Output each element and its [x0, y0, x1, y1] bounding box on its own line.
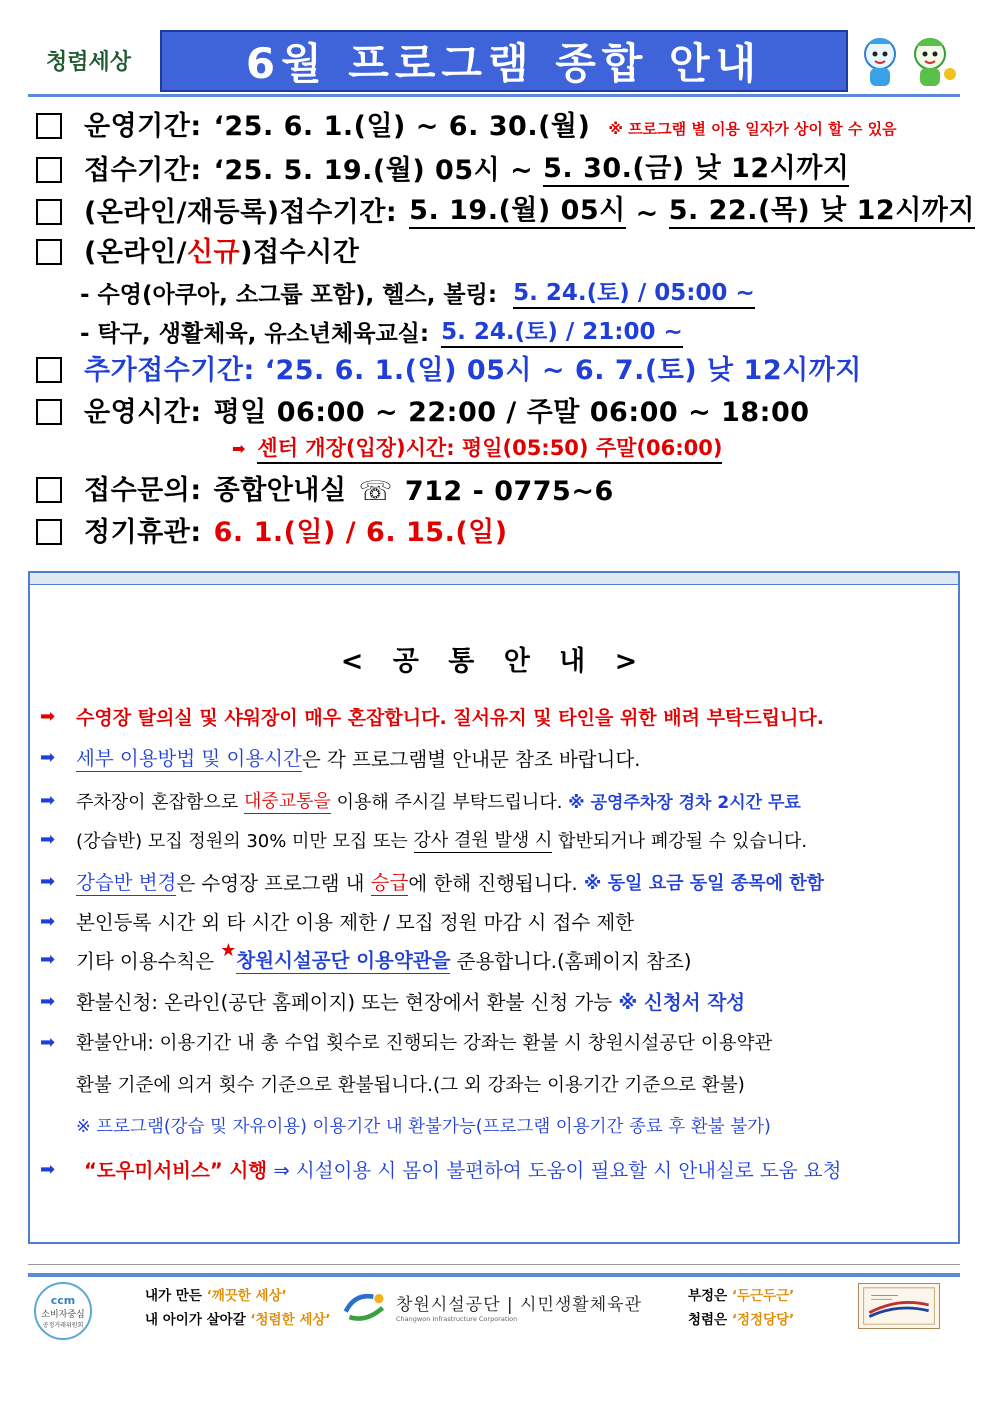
- notice-item-highlight: “도우미서비스” 시행: [84, 1159, 268, 1182]
- closed-days-row: [36, 510, 508, 549]
- notice-item-text: 본인등록 시간 외 타 시간 이용 제한 / 모집 정원 마감 시 접수 제한: [76, 911, 635, 934]
- arrow-right-icon: ➡: [40, 790, 56, 811]
- notice-item-underlined: 강사 결원 발생 시: [414, 826, 553, 853]
- operating-hours-label: 운영시간:: [84, 397, 202, 428]
- notice-box-top-bar: [30, 573, 958, 585]
- online-new-table-tennis-line: [80, 313, 683, 348]
- notice-item: [40, 743, 640, 772]
- online-reregistration-row: [36, 188, 975, 229]
- operation-period-value: ‘25. 6. 1.(일) ~ 6. 30.(월): [213, 111, 591, 142]
- registration-period-deadline: 5. 30.(금) 낮 12시까지: [543, 146, 849, 187]
- title-banner: [160, 30, 848, 92]
- online-new-swim-line: [80, 274, 755, 309]
- center-opening-note: [232, 432, 722, 464]
- notice-item-remark: ※ 신청서 작성: [618, 991, 746, 1014]
- inquiry-row: [36, 468, 614, 507]
- notice-item: [40, 987, 745, 1015]
- online-new-label-suffix: )접수시간: [240, 237, 360, 268]
- registration-period-row: [36, 146, 849, 187]
- additional-period-row: [36, 348, 862, 387]
- online-reregistration-sep: ~: [625, 198, 669, 229]
- arrow-right-icon: ➡: [40, 706, 56, 727]
- integrity-logo: [46, 40, 146, 80]
- arrow-right-icon: ➡: [40, 1158, 56, 1180]
- star-icon: ★: [220, 940, 237, 961]
- slogan-text: 부정은: [688, 1288, 732, 1304]
- checkbox-icon: [36, 519, 62, 545]
- notice-item-text: 환불안내: 이용기간 내 총 수업 횟수로 진행되는 강좌는 환불 시 창원시설공단 이용약관: [76, 1033, 773, 1054]
- ccm-subtitle: 소비자중심: [41, 1309, 85, 1320]
- checkbox-icon: [36, 113, 62, 139]
- ccm-certification-badge: [34, 1282, 92, 1340]
- notice-item: [40, 826, 807, 853]
- slogan-text: 내가 만든: [145, 1288, 207, 1304]
- notice-title: < 공 통 안 내 >: [340, 646, 648, 677]
- arrow-right-icon: ➡: [40, 1031, 56, 1053]
- checkbox-icon: [36, 357, 62, 383]
- clean-world-slogan: [145, 1284, 331, 1332]
- notice-item-text: 준용합니다.(홈페이지 참조): [450, 949, 692, 973]
- checkbox-icon: [36, 399, 62, 425]
- slogan-text: 청렴은: [688, 1312, 732, 1328]
- page-title: 6월 프로그램 종합 안내: [245, 39, 763, 88]
- mascot-characters-image: [854, 34, 958, 90]
- slogan-text: 내 아이가 살아갈: [145, 1312, 251, 1328]
- notice-item: [40, 703, 824, 730]
- arrow-right-icon: ➡: [40, 949, 56, 970]
- common-notice-box: [28, 571, 960, 1244]
- notice-item-text: 주차장이 혼잡함으로: [76, 791, 244, 813]
- notice-item: [40, 907, 634, 935]
- arrow-right-icon: ➡: [232, 438, 246, 458]
- additional-period-text: 추가접수기간: ‘25. 6. 1.(일) 05시 ~ 6. 7.(토) 낮 12시까지: [84, 355, 862, 386]
- notice-item-text: ⇒ 시설이용 시 몸이 불편하여 도움이 필요할 시 안내실로 도움 요청: [267, 1159, 842, 1182]
- integrity-slogan: [688, 1284, 794, 1332]
- notice-item-text: 수영장 탈의실 및 샤워장이 매우 혼잡합니다. 질서유지 및 타인을 위한 배려 부탁드립니다.: [76, 707, 824, 729]
- notice-item-text: 은 각 프로그램별 안내문 참조 바랍니다.: [301, 747, 641, 771]
- footer-divider: [28, 1264, 960, 1265]
- operation-period-label: 운영기간:: [84, 111, 202, 142]
- notice-item-continuation: [76, 1113, 771, 1138]
- arrow-right-icon: ➡: [40, 871, 56, 892]
- notice-item: [40, 867, 824, 896]
- notice-item-remark: ※ 프로그램(강습 및 자유이용) 이용기간 내 환불가능(프로그램 이용기간 종료 후 환불 불가): [76, 1117, 771, 1137]
- notice-item: [40, 787, 801, 814]
- header: [28, 28, 960, 96]
- notice-item-highlight: 승급: [371, 867, 409, 896]
- slogan-highlight: ‘정정당당’: [731, 1312, 795, 1328]
- slogan-highlight: ‘깨끗한 세상’: [206, 1288, 287, 1304]
- online-new-label-new: 신규: [186, 237, 241, 268]
- corporation-name: 창원시설공단 | 시민생활체육관: [395, 1294, 642, 1315]
- online-reregistration-start: 5. 19.(월) 05시: [409, 188, 626, 229]
- center-opening-text: 센터 개장(입장)시간: 평일(05:50) 주말(06:00): [257, 432, 722, 464]
- registration-period-label: 접수기간:: [84, 155, 202, 186]
- notice-item-continuation: [76, 1071, 745, 1097]
- notice-item-text: 환불 기준에 의거 횟수 기준으로 환불됩니다.(그 외 강좌는 이용기간 기준으로 환불): [76, 1075, 745, 1096]
- notice-item-text: 에 한해 진행됩니다.: [408, 871, 584, 895]
- notice-item-highlight: 창원시설공단 이용약관을: [236, 945, 450, 974]
- corporation-english-name: Changwon Infrastructure Corporation: [395, 1314, 518, 1323]
- ccm-label: ccm: [50, 1293, 76, 1307]
- checkbox-icon: [36, 157, 62, 183]
- slogan-highlight: ‘청렴한 세상’: [250, 1312, 331, 1328]
- notice-item-text: 합반되거나 폐강될 수 있습니다.: [552, 830, 808, 852]
- notice-item-text: 은 수영장 프로그램 내: [176, 871, 371, 895]
- inquiry-phone: 712 - 0775~6: [404, 476, 614, 507]
- footer-accent-bar: [28, 1273, 960, 1277]
- operation-period-note: ※ 프로그램 별 이용 일자가 상이 할 수 있음: [608, 120, 897, 138]
- certification-emblem-image: [858, 1283, 940, 1329]
- corporation-logo: [342, 1283, 642, 1329]
- online-new-label-prefix: (온라인/: [84, 237, 187, 268]
- swim-line-value: 5. 24.(토) / 05:00 ~: [513, 274, 755, 309]
- notice-item-highlight: 대중교통을: [244, 787, 331, 814]
- inquiry-label: 접수문의:: [84, 475, 202, 506]
- notice-item-text: 기타 이용수칙은: [76, 949, 221, 973]
- checkbox-icon: [36, 477, 62, 503]
- notice-item: [40, 1155, 841, 1183]
- online-new-row: [36, 230, 359, 269]
- checkbox-icon: [36, 239, 62, 265]
- checkbox-icon: [36, 199, 62, 225]
- online-reregistration-end: 5. 22.(목) 낮 12시까지: [669, 188, 975, 229]
- arrow-right-icon: ➡: [40, 990, 56, 1012]
- swim-line-label: - 수영(아쿠아, 소그룹 포함), 헬스, 볼링:: [80, 282, 506, 308]
- arrow-right-icon: ➡: [40, 829, 56, 850]
- telephone-icon: ☏: [358, 476, 393, 507]
- notice-item-text: 환불신청: 온라인(공단 홈페이지) 또는 현장에서 환불 신청 가능: [76, 991, 619, 1014]
- ccm-issuer: 공정거래위원회: [42, 1321, 84, 1329]
- operating-hours-row: [36, 390, 810, 429]
- operation-period-row: [36, 104, 897, 143]
- header-divider: [28, 94, 960, 97]
- notice-item-remark: ※ 공영주차장 경차 2시간 무료: [568, 793, 801, 813]
- arrow-right-icon: ➡: [40, 910, 56, 932]
- notice-item-remark: ※ 동일 요금 동일 종목에 한함: [583, 872, 825, 894]
- logo-text: 청렴세상: [46, 48, 132, 75]
- registration-period-start: ‘25. 5. 19.(월) 05시 ~: [213, 155, 544, 186]
- online-reregistration-label: (온라인/재등록)접수기간:: [84, 197, 398, 228]
- table-tennis-line-label: - 탁구, 생활체육, 유소년체육교실:: [80, 321, 438, 347]
- corporation-mark-icon: [342, 1286, 390, 1326]
- notice-item: [40, 940, 692, 974]
- notice-item-text: (강습반) 모집 정원의 30% 미만 모집 또는: [76, 830, 414, 852]
- notice-item-text: 이용해 주시길 부탁드립니다.: [330, 791, 569, 813]
- table-tennis-line-value: 5. 24.(토) / 21:00 ~: [441, 313, 683, 348]
- notice-item: [40, 1029, 772, 1055]
- slogan-highlight: ‘두근두근’: [731, 1288, 795, 1304]
- inquiry-place: 종합안내실: [213, 475, 347, 506]
- notice-item-underlined: 세부 이용방법 및 이용시간: [76, 743, 302, 772]
- closed-days-value: 6. 1.(일) / 6. 15.(일): [213, 517, 508, 548]
- arrow-right-icon: ➡: [40, 747, 56, 768]
- operating-hours-value: 평일 06:00 ~ 22:00 / 주말 06:00 ~ 18:00: [213, 397, 810, 428]
- notice-item-underlined: 강습반 변경: [76, 867, 176, 896]
- closed-days-label: 정기휴관:: [84, 517, 202, 548]
